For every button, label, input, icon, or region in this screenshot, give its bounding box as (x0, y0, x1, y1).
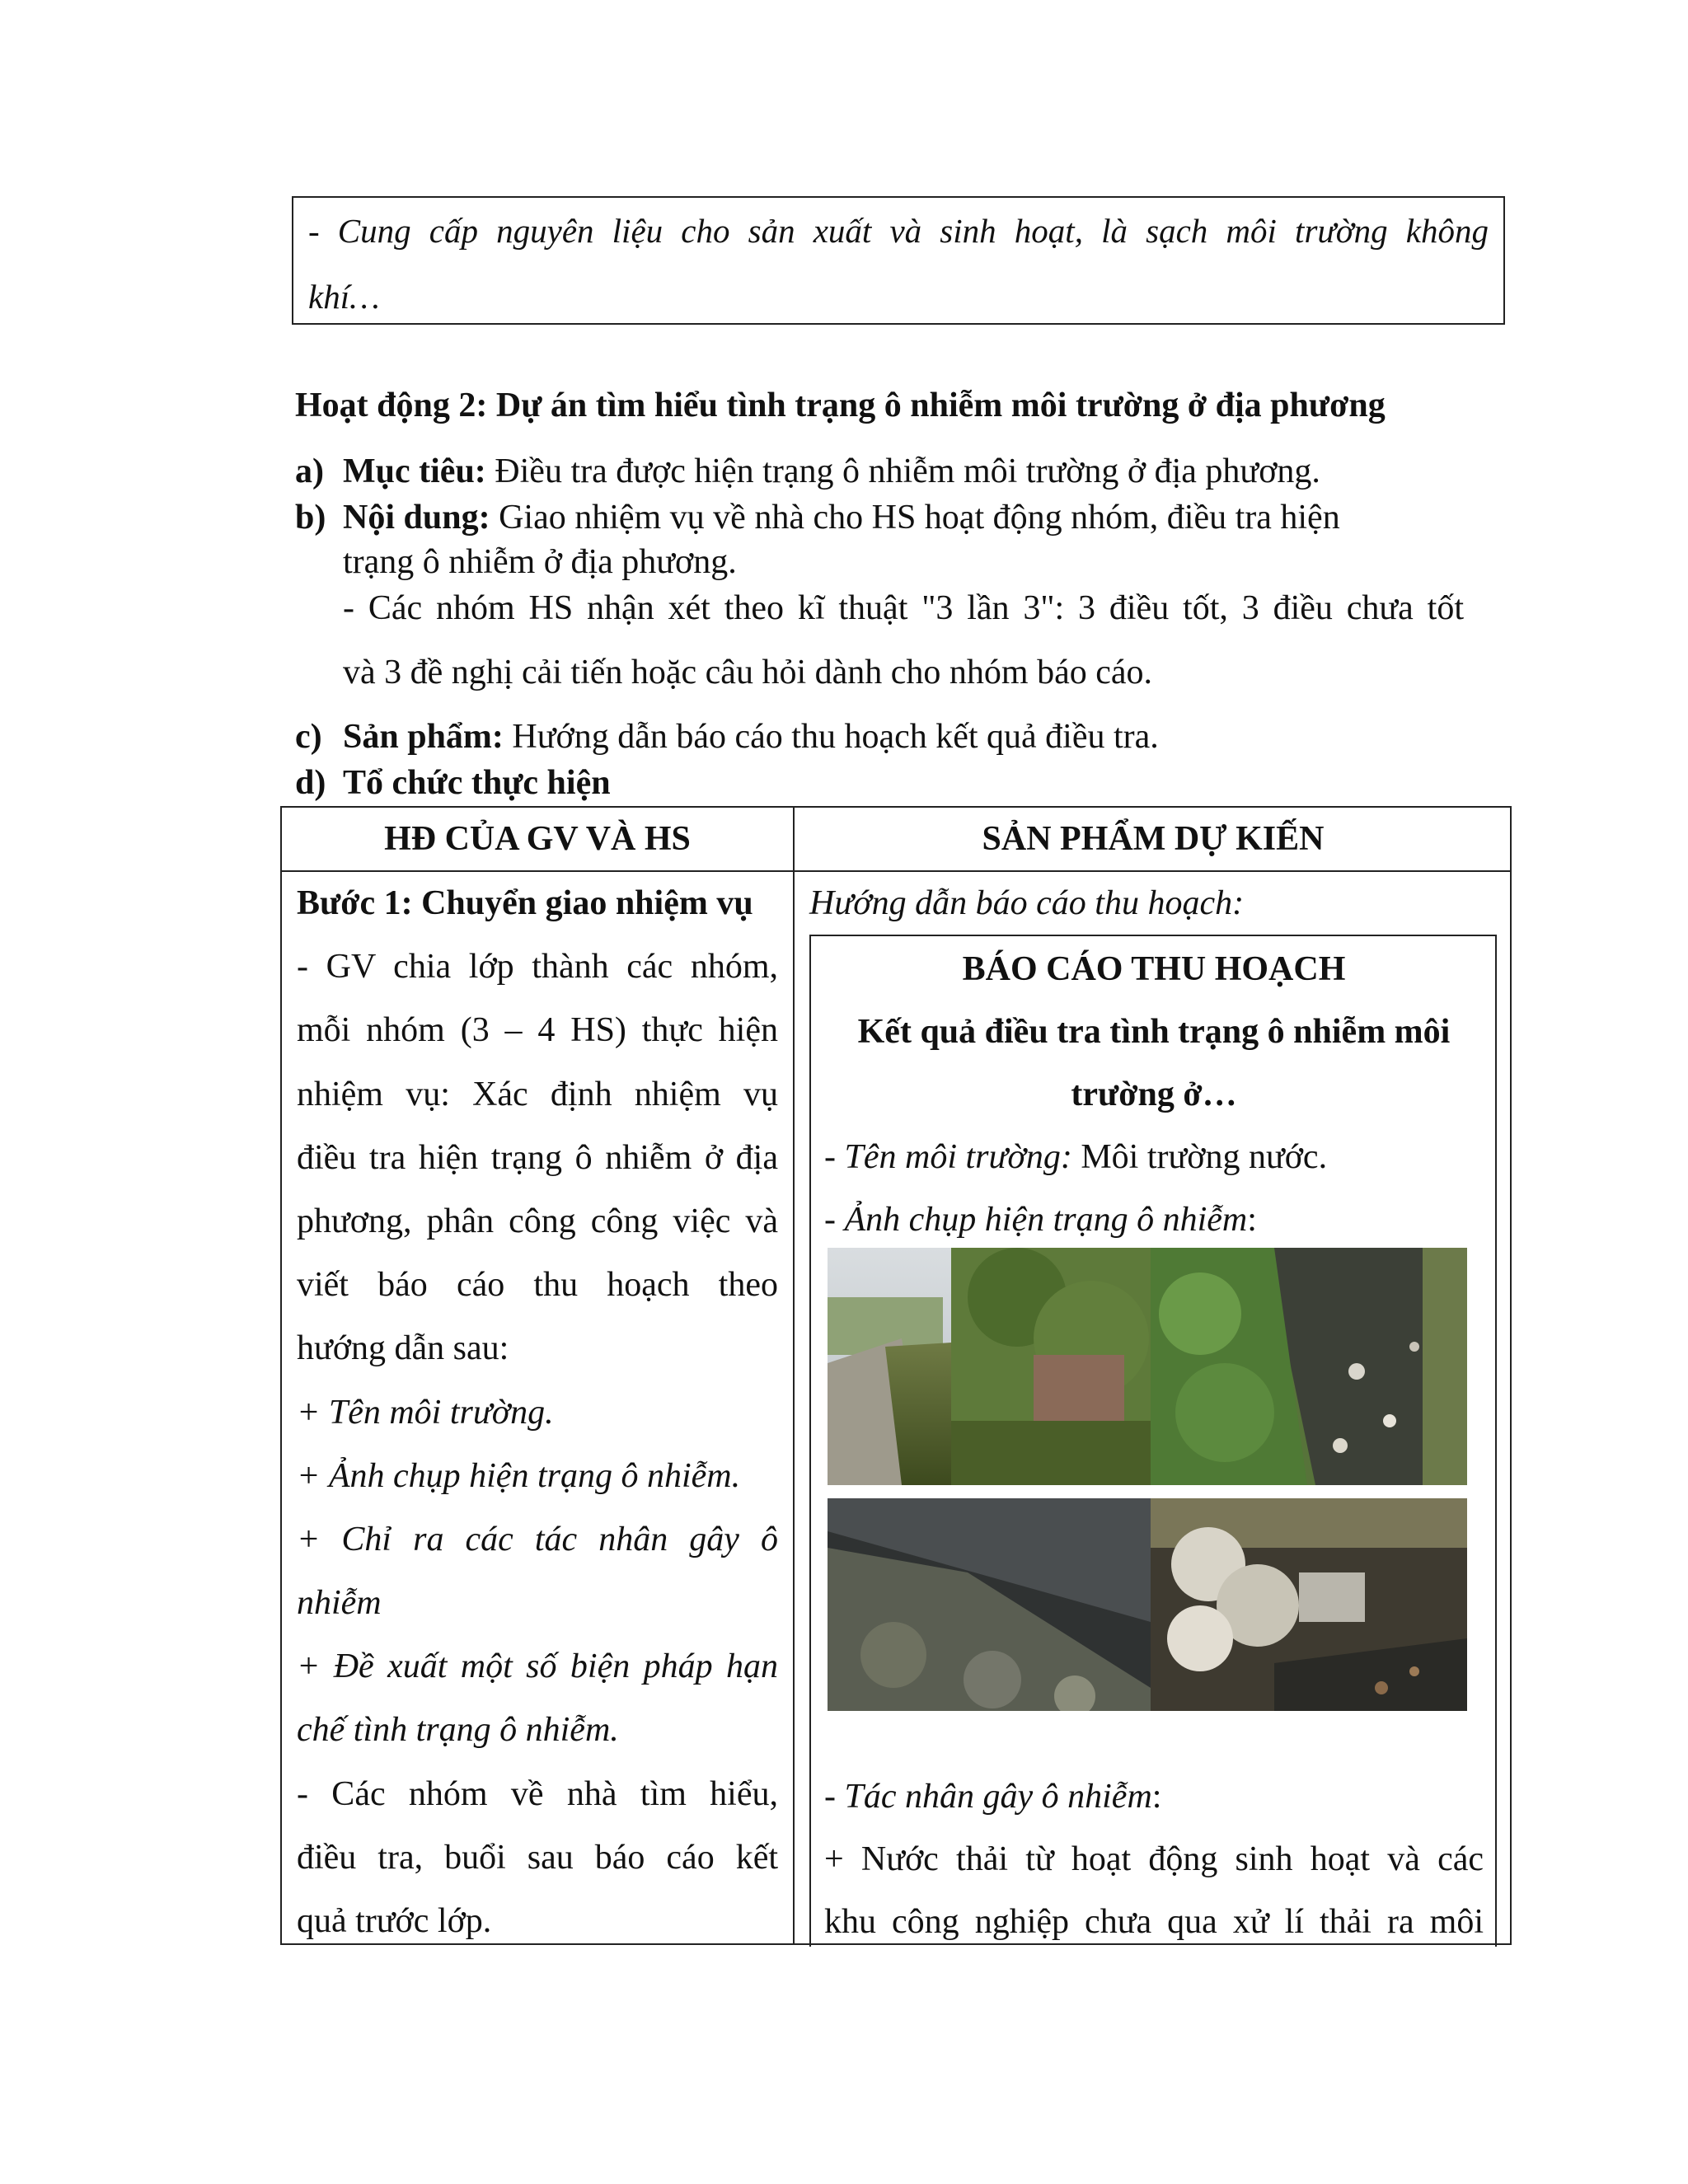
report-title: BÁO CÁO THU HOẠCH (962, 950, 1346, 988)
item-b-text-1: Giao nhiệm vụ về nhà cho HS hoạt động nhóm, điều tra hiện (490, 499, 1340, 537)
left-line: mỗi nhóm (3 – 4 HS) thực hiện (297, 1011, 778, 1050)
agent-colon: : (1151, 1778, 1162, 1816)
activity-heading: Hoạt động 2: Dự án tìm hiểu tình trạng ô nhiễm môi trường ở địa phương (295, 387, 1386, 424)
item-c (295, 717, 1159, 757)
item-b-text-3: - Các nhóm HS nhận xét theo kĩ thuật "3 lần 3": 3 điều tốt, 3 điều chưa tốt (343, 589, 1464, 627)
item-c-label: c) (295, 718, 322, 756)
left-line: - Các nhóm về nhà tìm hiểu, (297, 1774, 778, 1813)
report-subtitle-1: Kết quả điều tra tình trạng ô nhiễm môi (857, 1013, 1451, 1051)
environment-line (824, 1127, 1484, 1187)
littered-stream-photo (1151, 1248, 1467, 1485)
col1-header: HĐ CỦA GV VÀ HS (384, 820, 691, 858)
report-box (809, 935, 1497, 1947)
left-line: phương, phân công công việc và (297, 1202, 778, 1240)
guide-item: + Đề xuất một số biện pháp hạn (297, 1647, 778, 1686)
report-subtitle-2: trường ở… (1071, 1076, 1237, 1113)
guide-item: + Tên môi trường. (297, 1393, 554, 1432)
item-b (295, 498, 1340, 537)
agent-text-1: + Nước thải từ hoạt động sinh hoạt và các (824, 1840, 1484, 1878)
activity-table (280, 806, 1512, 1945)
foam-discharge-photo (1151, 1498, 1467, 1711)
dark-water-photo (828, 1498, 1151, 1711)
left-line: quả trước lớp. (297, 1902, 492, 1940)
environment-label: - Tên môi trường: (824, 1138, 1072, 1176)
left-line: nhiệm vụ: Xác định nhiệm vụ (297, 1075, 778, 1113)
guide-item: + Ảnh chụp hiện trạng ô nhiễm. (297, 1456, 741, 1495)
polluted-canal-photo (828, 1248, 1151, 1485)
left-line: điều tra, buổi sau báo cáo kết (297, 1838, 778, 1877)
left-line: điều tra hiện trạng ô nhiễm ở địa (297, 1138, 778, 1177)
note-box (292, 196, 1505, 325)
photo-line (824, 1190, 1484, 1249)
agent-label: - Tác nhân gây ô nhiễm (824, 1778, 1152, 1816)
guide-item: nhiễm (297, 1584, 382, 1623)
agent-line (824, 1767, 1484, 1826)
agent-text-2: khu công nghiệp chưa qua xử lí thải ra môi (824, 1903, 1484, 1941)
left-line: hướng dẫn sau: (297, 1329, 509, 1368)
guide-item: chế tình trạng ô nhiễm. (297, 1711, 619, 1750)
item-b-text-4: và 3 đề nghị cải tiến hoặc câu hỏi dành cho nhóm báo cáo. (343, 654, 1152, 691)
guide-item: + Chỉ ra các tác nhân gây ô (297, 1520, 778, 1558)
teacher-student-column (297, 872, 778, 1953)
item-b-text-2: trạng ô nhiễm ở địa phương. (343, 543, 737, 581)
item-b-label: b) (295, 499, 326, 537)
report-guide-intro: Hướng dẫn báo cáo thu hoạch: (809, 884, 1245, 922)
item-c-text: Hướng dẫn báo cáo thu hoạch kết quả điều tra. (503, 718, 1159, 756)
photo-label: - Ảnh chụp hiện trạng ô nhiễm (824, 1201, 1248, 1239)
note-line-2: khí… (308, 278, 380, 316)
left-line: - GV chia lớp thành các nhóm, (297, 948, 778, 987)
item-a-title: Mục tiêu: (343, 452, 486, 490)
column-divider (793, 808, 795, 1943)
item-d-title: Tổ chức thực hiện (343, 764, 611, 802)
item-a (295, 452, 1320, 491)
item-c-title: Sản phẩm: (343, 718, 504, 756)
item-b-title: Nội dung: (343, 499, 490, 537)
note-line-1: - Cung cấp nguyên liệu cho sản xuất và sinh hoạt, là sạch môi trường không (308, 212, 1489, 250)
col2-header: SẢN PHẨM DỰ KIẾN (982, 820, 1325, 858)
item-a-label: a) (295, 452, 324, 490)
photo-colon: : (1247, 1201, 1257, 1239)
item-d-label: d) (295, 764, 326, 802)
environment-value: Môi trường nước. (1071, 1138, 1328, 1176)
item-a-text: Điều tra được hiện trạng ô nhiễm môi trường ở địa phương. (485, 452, 1320, 490)
step-title: Bước 1: Chuyển giao nhiệm vụ (297, 884, 753, 922)
item-d (295, 763, 611, 803)
left-line: viết báo cáo thu hoạch theo (297, 1266, 778, 1305)
